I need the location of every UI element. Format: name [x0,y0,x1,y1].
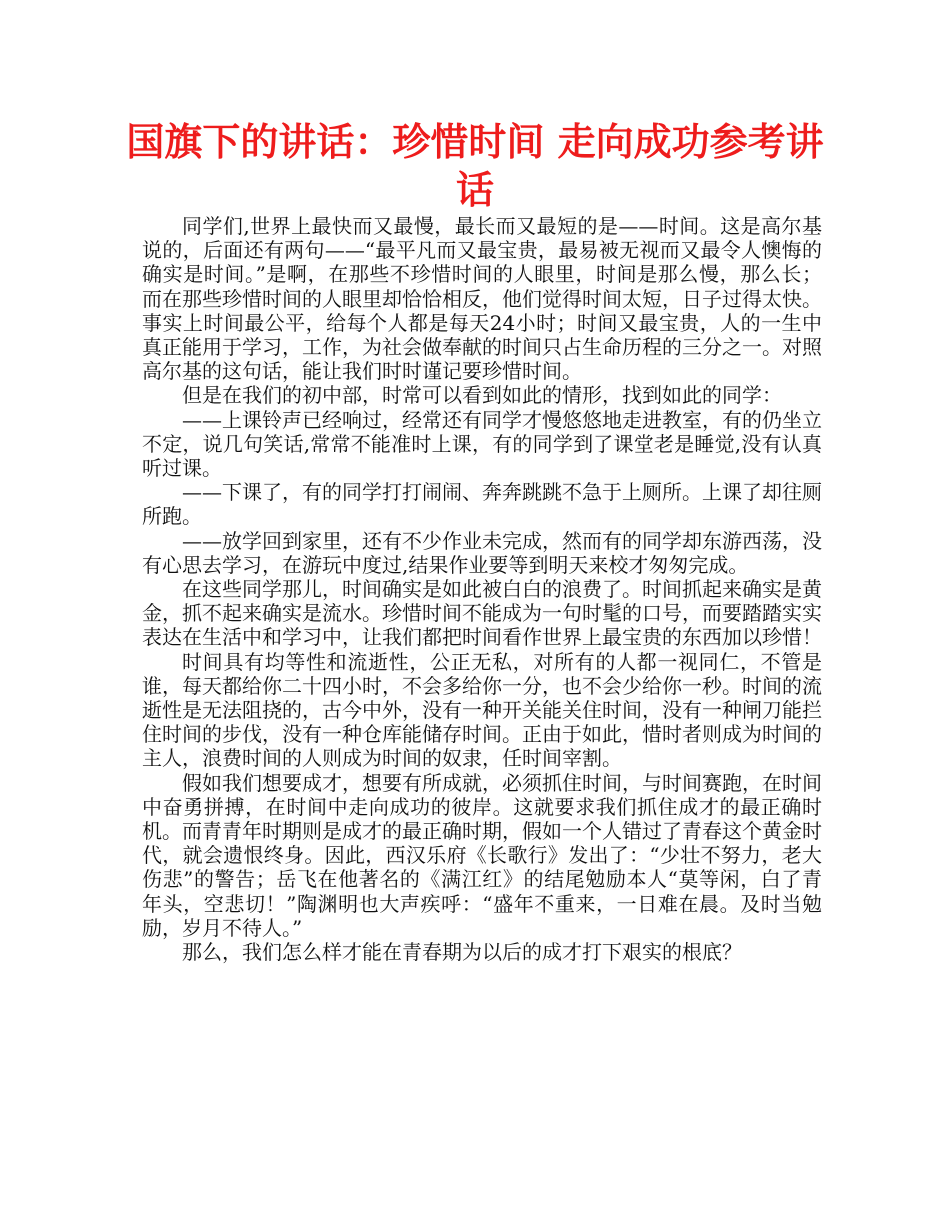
paragraph: 时间具有均等性和流逝性，公正无私，对所有的人都一视同仁，不管是谁，每天都给你二十四小时，不会多给你一分，也不会少给你一秒。时间的流逝性是无法阻挠的，古今中外，没有一种开关能关住时间，没有一种闸刀能拦住时间的步伐，没有一种仓库能储存时间。正由于如此，惜时者则成为时间的主人，浪费时间的人则成为时间的奴隶，任时间宰割。 [142,649,822,771]
paragraph: 但是在我们的初中部，时常可以看到如此的情形，找到如此的同学： [182,383,782,408]
paragraph: ——放学回到家里，还有不少作业未完成，然而有的同学却东游西荡，没有心思去学习，在游玩中度过,结果作业要等到明天来校才匆匆完成。 [142,528,822,577]
document-body [142,214,822,964]
paragraph: 同学们,世界上最快而又最慢，最长而又最短的是——时间。这是高尔基说的，后面还有两句——“最平凡而又最宝贵，最易被无视而又最令人懊悔的确实是时间。”是啊，在那些不珍惜时间的人眼里，时间是那么慢，那么长；而在那些珍惜时间的人眼里却恰恰相反，他们觉得时间太短，日子过得太快。事实上时间最公平，给每个人都是每天24小时；时间又最宝贵，人的一生中真正能用于学习，工作，为社会做奉献的时间只占生命历程的三分之一。对照高尔基的这句话，能让我们时时谨记要珍惜时间。 [142,214,822,384]
paragraph: ——下课了，有的同学打打闹闹、奔奔跳跳不急于上厕所。上课了却往厕所跑。 [142,480,822,529]
paragraph: ——上课铃声已经响过，经常还有同学才慢悠悠地走进教室，有的仍坐立不定，说几句笑话,常常不能准时上课，有的同学到了课堂老是睡觉,没有认真听过课。 [142,407,822,481]
paragraph: 假如我们想要成才，想要有所成就，必须抓住时间，与时间赛跑，在时间中奋勇拼搏，在时间中走向成功的彼岸。这就要求我们抓住成才的最正确时机。而青青年时期则是成才的最正确时期，假如一个人错过了青春这个黄金时代，就会遗恨终身。因此，西汉乐府《长歌行》发出了：“少壮不努力，老大伤悲”的警告；岳飞在他著名的《满江红》的结尾勉励本人“莫等闲，白了青年头，空悲切！”陶渊明也大声疾呼：“盛年不重来，一日难在晨。及时当勉励，岁月不待人。” [142,770,822,940]
paragraph: 那么，我们怎么样才能在青春期为以后的成才打下艰实的根底？ [182,940,742,965]
paragraph: 在这些同学那儿，时间确实是如此被白白的浪费了。时间抓起来确实是黄金，抓不起来确实是流水。珍惜时间不能成为一句时髦的口号，而要踏踏实实表达在生活中和学习中，让我们都把时间看作世界上最宝贵的东西加以珍惜！ [142,577,822,650]
document-title: 国旗下的讲话：珍惜时间 走向成功参考讲话 [126,120,824,212]
